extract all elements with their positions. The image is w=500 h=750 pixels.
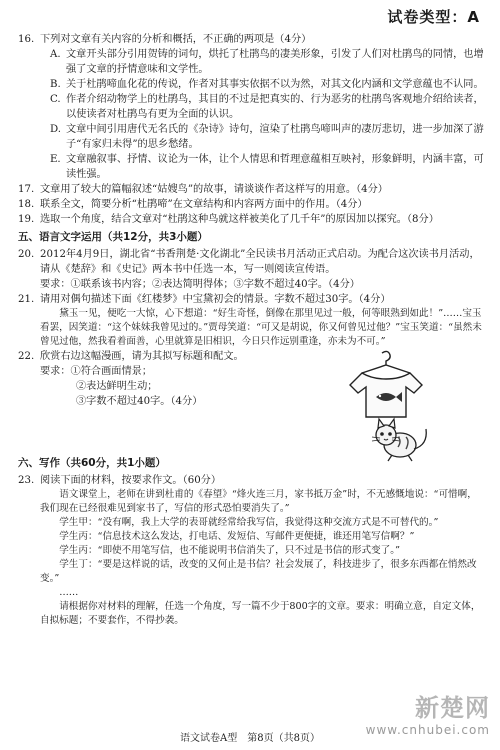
option-text: 文章开头部分引用贺铸的词句，烘托了杜鹃鸟的凄美形象，引发了人们对杜鹃鸟的同情，也增强了文章的抒情意味和文学性。 (66, 49, 484, 75)
section-heading-6: 六、写作（共60分，共1小题） (18, 457, 166, 469)
hongloumeng-passage (40, 307, 486, 349)
option-letter: B. (50, 79, 61, 90)
question-16 (18, 32, 486, 47)
option-text: 文章中间引用唐代无名氏的《杂诗》诗句，渲染了杜鹃鸟啼叫声的凄厉悲切，进一步加深了游子“有家归未得”的思乡愁绪。 (66, 124, 484, 150)
question-22-block (18, 349, 486, 453)
option-letter: A. (50, 49, 61, 60)
question-22-requirement-1: 要求：①符合画面情景； (40, 366, 153, 377)
material-ellipsis: …… (59, 587, 79, 598)
material-paragraph: 学生丁：“要是这样说的话，改变的又何止是书信？社会发展了，科技进步了，很多东西都在悄然改变。” (40, 559, 477, 584)
question-number: 16. (18, 34, 35, 45)
question-number: 19. (18, 214, 35, 225)
section-heading-5: 五、语言文字运用（共12分，共3小题） (18, 231, 208, 243)
question-text: 文章用了较大的篇幅叙述“姑嫂鸟”的故事，请谈谈作者这样写的用意。（4分） (40, 184, 388, 195)
question-number: 22. (18, 351, 35, 362)
question-text: 联系全文，简要分析“杜鹃啼”在文章结构和内容两方面中的作用。（4分） (40, 199, 368, 210)
question-19 (18, 212, 486, 227)
option-text: 关于杜鹃啼血化花的传说，作者对其事实依据不以为然，对其文化内涵和文学意蕴也不认同。 (66, 79, 484, 90)
option-b (50, 77, 486, 92)
question-20 (18, 247, 486, 277)
exam-body (18, 32, 486, 628)
writing-material (40, 488, 486, 628)
material-paragraph: 学生丙：“信息技术这么发达，打电话、发短信、写邮件更便捷，谁还用笔写信啊？” (59, 531, 415, 542)
watermark-brand: 新楚网 (415, 694, 490, 722)
question-18 (18, 197, 486, 212)
question-20-requirements: 要求：①联系该书内容；②表达简明得体；③字数不超过40字。（4分） (40, 279, 360, 290)
question-22-requirement-2: ②表达鲜明生动； (76, 381, 158, 392)
material-paragraph: 学生甲：“没有啊，我上大学的表哥就经常给我写信，我觉得这种交流方式是不可替代的。” (59, 517, 439, 528)
option-text: 文章融叙事、抒情、议论为一体，让个人情思和哲理意蕴相互映衬，形象鲜明，内涵丰富，可读性强。 (66, 154, 484, 180)
question-text: 2012年4月9日，湖北省“书香荆楚·文化湖北”全民读书月活动正式启动。为配合这次读书月活动，请从《楚辞》和《史记》两本书中任选一本，写一则阅读宣传语。 (40, 249, 480, 275)
cartoon-image (342, 349, 438, 465)
option-e (50, 152, 486, 182)
question-text: 请用对偶句描述下面《红楼梦》中宝黛初会的情景。字数不超过30字。（4分） (40, 294, 391, 305)
question-text: 选取一个角度，结合文章对“杜鹃这种鸟就这样被美化了几千年”的原因加以探究。（8分） (40, 214, 439, 225)
question-23 (18, 473, 486, 488)
question-number: 18. (18, 199, 35, 210)
writing-instructions: 请根据你对材料的理解，任选一个角度，写一篇不少于800字的文章。要求：明确立意，自定文体，自拟标题；不要套作，不得抄袭。 (40, 601, 481, 626)
option-text: 作者介绍动物学上的杜鹃鸟，其目的不过是把真实的、行为恶劣的杜鹃鸟客观地介绍给读者，以使读者对杜鹃鸟有更为全面的认识。 (66, 94, 484, 120)
question-text: 欣赏右边这幅漫画，请为其拟写标题和配文。 (40, 351, 244, 362)
question-21 (18, 292, 486, 307)
question-number: 17. (18, 184, 35, 195)
option-letter: C. (50, 94, 61, 105)
material-paragraph: 语文课堂上，老师在讲到杜甫的《春望》“烽火连三月，家书抵万金”时，不无感慨地说：“可惜啊，我们现在已经很难见到家书了，写信的形式恐怕要消失了。” (40, 489, 477, 514)
page-footer: 语文试卷A型 第8页（共8页） (180, 733, 320, 744)
paper-type-label: 试卷类型：A (387, 8, 480, 26)
option-d (50, 122, 486, 152)
option-a (50, 47, 486, 77)
question-number: 23. (18, 475, 35, 486)
option-c (50, 92, 486, 122)
option-letter: D. (50, 124, 62, 135)
option-letter: E. (50, 154, 61, 165)
watermark-url: www.cnhubei.com (365, 723, 490, 737)
question-stem: 下列对文章有关内容的分析和概括，不正确的两项是（4分） (40, 34, 312, 45)
question-number: 21. (18, 294, 35, 305)
question-number: 20. (18, 249, 35, 260)
passage-text: 黛玉一见，便吃一大惊，心下想道：“好生奇怪，倒像在那里见过一般，何等眼熟到如此！”……宝玉看罢，因笑道：“这个妹妹我曾见过的。”贾母笑道：“可又是胡说，你又何曾见过他？”宝玉笑道：“虽然未曾见过他，然我看着面善，心里就算是旧相识，今日只作远别重逢，亦未为不可。” (40, 308, 482, 347)
material-paragraph: 学生丙：“即使不用笔写信，也不能说明书信消失了，只不过是书信的形式变了。” (59, 545, 400, 556)
question-17 (18, 182, 486, 197)
question-22-requirement-3: ③字数不超过40字。（4分） (76, 396, 203, 407)
question-text: 阅读下面的材料，按要求作文。（60分） (40, 475, 222, 486)
